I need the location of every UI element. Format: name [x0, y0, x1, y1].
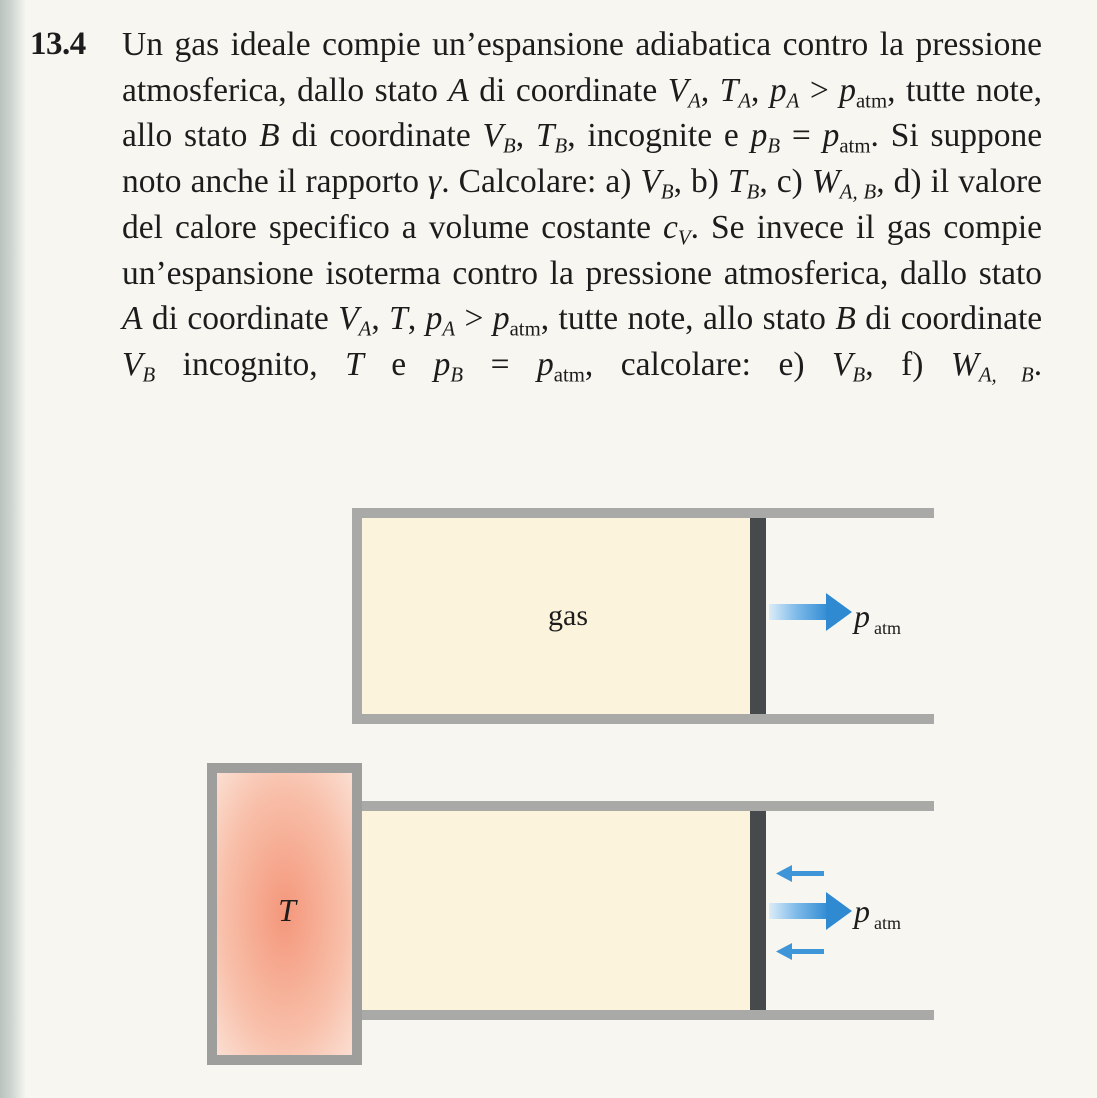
problem-paragraph: Un gas ideale compie un’espansione adiabatica contro la pressione atmosferica, dallo stato A di coordinate $V_A$, $T_A$, $p_A > p_{atm}$, tutte note, allo stato B di coordinate $V_B$, $T_B$, incognite e $p_B = p_{atm}$. Si suppone noto anche il rapporto γ. Calcolare: a) $V_B$, b) $T_B$, c) $W_{A, B}$, d) il valore del calore specifico a volume costante $c_V$. Se invece il gas compie un’espansione isoterma contro la pressione atmosferica, dallo stato A di coordinate $V_A$, T, $p_A > p_{atm}$, tutte note, allo stato B di coordinate $V_B$ incognito, T e $p_B = p_{atm}$, calcolare: e) $V_B$, f) $W_{A, B}$. [122, 26, 1043, 387]
small-left-arrow [776, 943, 824, 960]
cylinder-top-wall [362, 801, 934, 811]
pressure-arrow [769, 593, 852, 631]
adiabatic-cylinder [352, 508, 934, 724]
pressure-arrow [769, 892, 852, 930]
pressure-label-symbol: p [854, 893, 870, 929]
isothermal-cylinder [212, 768, 934, 1060]
pressure-label-subscript: atm [874, 913, 901, 933]
piston [750, 518, 766, 714]
cylinder-left-wall [352, 508, 362, 724]
pressure-label-symbol: p [854, 598, 870, 634]
gas-region [362, 811, 750, 1010]
small-left-arrow [776, 865, 824, 882]
problem-number: 13.4 [30, 26, 86, 62]
cylinder-bottom-wall [362, 1010, 934, 1020]
gas-label: gas [548, 599, 588, 632]
cylinder-top-wall [352, 508, 934, 518]
reservoir-label: T [278, 892, 296, 928]
pressure-label-subscript: atm [874, 618, 901, 638]
cylinder-bottom-wall [352, 714, 934, 724]
piston [750, 811, 766, 1010]
